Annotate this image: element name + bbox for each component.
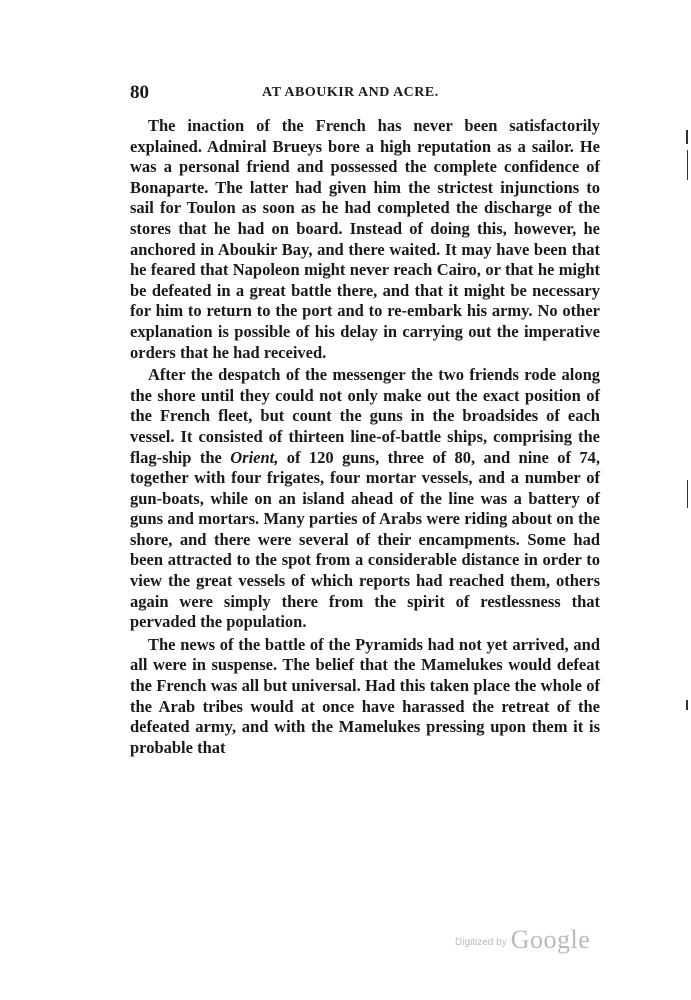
paragraph-3: The news of the battle of the Pyramids had not yet arrived, and all were in suspense. The belief that the Mamelukes would defeat the French was all but universal. Had this taken place the whole of the Arab tribes would at once have harassed the retreat of the defeated army, and with the Mamelukes pressing upon them it is probable that — [130, 634, 600, 757]
scan-edge-mark — [687, 150, 688, 180]
body-text — [130, 116, 600, 758]
paragraph-2-text-before: After the despatch of the messenger the two friends rode along the shore until they could not only make out the exact position of the French fleet, but count the guns in the broadsides of each vessel. It consisted of thirteen line-of-battle ships, comprising the flag-ship the — [130, 365, 600, 467]
watermark-prefix: Digitized by — [455, 937, 507, 948]
paragraph-1: The inaction of the French has never been satisfactorily explained. Admiral Brueys bore a high reputation as a sailor. He was a personal friend and possessed the complete confidence of Bonaparte. The latter had given him the strictest injunctions to sail for Toulon as soon as he had completed the discharge of the stores that he had on board. Instead of doing this, however, he anchored in Aboukir Bay, and there waited. It may have been that he feared that Napoleon might never reach Cairo, or that he might be defeated in a great battle there, and that it might be necessary for him to return to the port and to re-embark his army. No other explanation is possible of his delay in carrying out the imperative orders that he had received. — [130, 116, 600, 362]
scan-edge-mark — [686, 700, 688, 710]
page-header — [130, 82, 600, 108]
digitization-watermark — [455, 925, 605, 957]
paragraph-2 — [130, 365, 600, 633]
watermark-brand-logo: Google — [510, 925, 591, 954]
paragraph-2-text-after: of 120 guns, three of 80, and nine of 74, together with four frigates, four mortar vessels, and a number of gun-boats, while on an island ahead of the line was a battery of guns and mortars. Many parties of Arabs were riding about on the shore, and there were several of their encampments. Some had been attracted to the spot from a considerable distance in order to view the great vessels of which reports had reached them, others again were simply there from the spirit of restlessness that pervaded the population. — [130, 447, 600, 632]
ship-name-italic: Orient, — [230, 447, 279, 467]
scan-edge-mark — [687, 480, 688, 508]
scan-edge-mark — [686, 130, 688, 144]
running-title: AT ABOUKIR AND ACRE. — [262, 85, 439, 100]
page-number: 80 — [130, 82, 149, 103]
